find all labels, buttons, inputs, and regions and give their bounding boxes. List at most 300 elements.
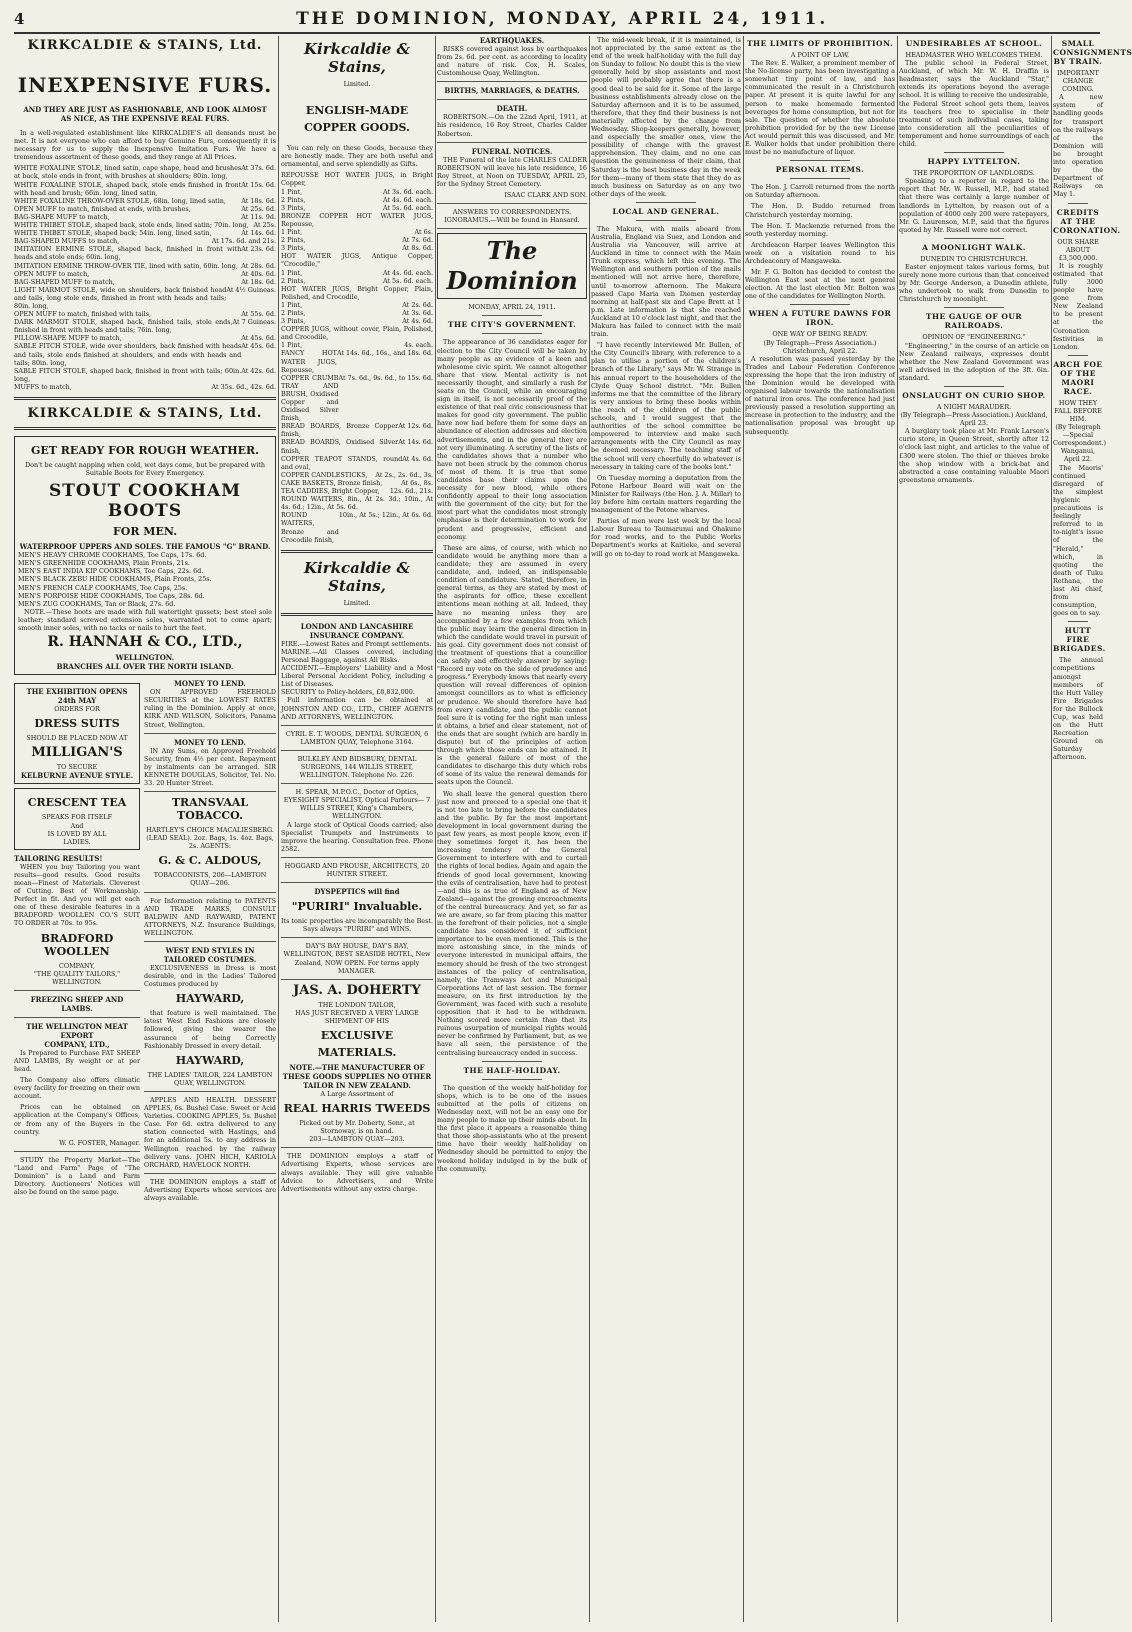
price-list-item (14, 342, 276, 366)
item-description: BAG-SHAPED MUFF to match, (14, 277, 115, 286)
item-price: At 3s. 6d. (402, 308, 433, 317)
item-description: SABLE FITCH STOLE, wide over shoulders, back finished with heads and tails, stole ends finished at shoulders, and ends with heads and tails; 80in. long, (14, 342, 242, 367)
insurance-head: LONDON AND LANCASHIRE INSURANCE COMPANY. (300, 621, 414, 640)
price-list-item (14, 262, 276, 270)
meat-co-sign: W. G. FOSTER, Manager. (59, 1138, 140, 1147)
item-price: At 4s. 6d. each. (382, 268, 433, 277)
bradford-3: "THE QUALITY TAILORS," (33, 969, 121, 978)
item-description: WHITE THIBET STOLE, shaped back; 54in. long, lined satin, (14, 229, 212, 238)
item-price: 12s. 6d., 21s. (389, 487, 433, 496)
price-list-item (14, 164, 276, 180)
price-list-item (14, 221, 276, 229)
price-list-item (14, 286, 276, 310)
maori-byline: (By Telegraph—Special Correspondent.) Wanganui, April 22. (1053, 423, 1107, 464)
column-rule (589, 36, 590, 1622)
boots-for: FOR MEN. (112, 525, 178, 539)
item-price: At 3s. 6d. each. (382, 187, 433, 196)
death-body: ROBERTSON.—On the 22nd April, 1911, at his residence, 16 Roy Street, Charles Calder Robertson. (437, 113, 587, 138)
item-price: At 15s. 6d. (241, 180, 276, 189)
future-body: A resolution was passed yesterday by the Trades and Labour Federation Conference expressing the hope that the iron industry of the Dominion would be developed with organised labour towards the nationalisation of natural iron ores. The conference had just previously passed a resolution supporting an increase in protection to the industry, and the nationalisation proposal was brought up subsequently. (745, 354, 895, 436)
doherty-4: EXCLUSIVE (320, 1028, 394, 1042)
future-head: WHEN A FUTURE DAWNS FOR IRON. (748, 309, 892, 328)
item-price: At 4s. 6d. (402, 317, 433, 326)
price-list-item (281, 341, 433, 349)
item-price: At 6s., 8s. (401, 478, 433, 487)
personal-3: The Hon. T. Mackenzie returned from the south yesterday morning. (745, 221, 895, 238)
price-list-item (14, 278, 276, 286)
column-rule (278, 36, 279, 1622)
copper-heading-2: COPPER GOODS. (304, 121, 410, 135)
col1-right-ads (144, 679, 276, 1205)
funeral-body: THE Funeral of the late CHARLES CALDER ROBERTSON will leave his late residence, 16 Roy Street, at Noon on TUESDAY, APRIL 25, for the Sydney Street Cemetery. (437, 155, 587, 188)
study-ad: STUDY the Property Market—The "Land and Farm" Page of "The Dominion" is a Land and Farm Directory. Auctioneers' Notices will also be found on the same page. (14, 1155, 140, 1197)
item-price: At 40s. 6d. (241, 269, 276, 278)
price-list-item (281, 438, 433, 454)
item-description: OPEN MUFF to match, finished with tails, (14, 310, 152, 319)
price-list-item (281, 301, 433, 309)
item-description: WHITE FOXALINE THROW-OVER STOLE, 68in. long, lined satin, (14, 196, 226, 205)
local-para-3: On Tuesday morning a deputation from the Petone Harbour Board will wait on the Minister for Railways (the Hon. J. A. Millar) to lay before him certain matters regarding the management of the Petone wharves. (591, 473, 741, 515)
price-list-item (281, 171, 433, 187)
column-rule (743, 36, 744, 1622)
boots-note: NOTE.—These boots are made with full watertight gussets; best steel sole leather; standard screwed extension soles, warranted not to come apart; smooth inner soles, with no tacks or nails to hurt the feet. (18, 607, 272, 633)
boots-ad (14, 436, 276, 675)
days-bay-ad: DAY'S BAY HOUSE, DAY'S BAY, WELLINGTON, BEST SEASIDE HOTEL, New Zealand, NOW OPEN. For terms apply MANAGER. (283, 942, 431, 975)
column-5 (745, 36, 895, 1622)
hayward-body: EXCLUSIVENESS in Dress is most desirable, and in the Ladies' Tailored Costumes produced by (144, 964, 276, 989)
doherty-note: NOTE.—THE MANUFACTURER OF THESE GOODS SUPPLIES NO OTHER TAILOR IN NEW ZEALAND. (282, 1062, 432, 1090)
dominion-ad: THE DOMINION employs a staff of Advertising Experts, whose services are always available. They will give valuable Advice to Advertisers, and Write Advertisements without any extra charge. (281, 1152, 433, 1193)
price-list-item (14, 213, 276, 221)
item-price: At 18s. 6d. (241, 277, 276, 286)
moonlight-sub: DUNEDIN TO CHRISTCHURCH. (920, 254, 1028, 263)
exhibition-line-2: 24th MAY (57, 696, 97, 706)
exhibition-line-3: ORDERS FOR (54, 705, 100, 714)
tea-line-3: IS LOVED BY ALL (47, 829, 107, 838)
hayward-name: HAYWARD, (175, 992, 245, 1006)
item-description: LIGHT MARMOT STOLE, wide on shoulders, back finished head and tails, long stole ends, finished in front with heads and tails; 80in. long, (14, 285, 227, 310)
future-sub: ONE WAY OF BEING READY. (772, 330, 868, 339)
price-list-item (14, 383, 276, 391)
page-number: 4 (14, 10, 25, 28)
item-price: At 11s. 9d. (241, 212, 276, 221)
price-list-item (14, 205, 276, 213)
lyttelton-sub: THE PROPORTION OF LANDLORDS. (913, 169, 1035, 178)
exhibition-line-1: THE EXHIBITION OPENS (26, 687, 128, 697)
furs-subheading-2: AS NICE, AS THE EXPENSIVE REAL FURS. (60, 114, 230, 123)
onslaught-byline: (By Telegraph—Press Association.) Auckland, April 23. (900, 411, 1048, 428)
money-1-head: MONEY TO LEND. (174, 679, 246, 689)
onslaught-body: A burglary took place at Mr. Frank Larsen's curio store, in Queen Street, shortly after 12 o'clock last night, and articles to the value of £300 were stolen. The thief or thieves broke the shop window with a brick-bat and abstracted a case containing valuable Maori greenstone ornaments. (899, 427, 1049, 484)
furs-intro: In a well-regulated establishment like KIRKCALDIE'S all demands must be met. It is not everyone who can afford to buy Genuine Furs, consequently it is necessary for us to supply the Inexpensive Imitation Furs. We have a tremendous assortment of these goods, and they range at All Prices. (14, 129, 276, 162)
firm-title-script-2: Kirkcaldie & Stains, (303, 558, 411, 595)
woods-ad: CYRIL E. T. WOODS, DENTAL SURGEON, 6 LAMBTON QUAY, Telephone 3164. (285, 729, 429, 746)
money-2-head: MONEY TO LEND. (174, 737, 246, 747)
limited-label-2: Limited. (343, 598, 371, 607)
item-description: 1 Pint, (281, 268, 303, 277)
boots-list-item: MEN'S PORPOISE HIDE COOKHAMS, Toe Caps, 28s. 6d. (18, 591, 205, 600)
item-price: At 4s. 6d. each. (382, 195, 433, 204)
item-description: BREAD BOARDS, Bronze Copper finish, (281, 422, 399, 439)
coronation-body: It is roughly estimated that fully 3000 people have gone from New Zealand to be present at the Coronation festivities in London. (1053, 261, 1103, 351)
lyttelton-body: Speaking to a reporter in regard to the report that Mr. W. Russell, M.P., had stated that there was certainly a large number of landlords in Lyttelton, by reason out of a population of 4000 only 200 were ratepayers, Mr. G. Laurenson, M.P., said that the figures quoted by Mr. Russell were not correct. (899, 177, 1049, 234)
boots-sub: WATERPROOF UPPERS AND SOLES. THE FAMOUS "G" BRAND. (19, 542, 271, 552)
maori-head: ARCH FOE OF THE MAORI RACE. (1053, 359, 1103, 396)
item-price: At 14s. 6d. (241, 229, 276, 238)
item-description: 1 Pint, (281, 228, 303, 237)
future-byline: (By Telegraph—Press Association.) Christchurch, April 22. (763, 338, 877, 355)
price-list-item (14, 197, 276, 205)
issue-date: MONDAY, APRIL 24, 1911. (468, 303, 556, 312)
doherty-8: Picked out by Mr. Doherty, Senr., at Stornoway, is on hand. (299, 1119, 415, 1136)
boots-list-item: MEN'S ZUG COOKHAMS, Tan or Black, 27s. 6d. (18, 599, 176, 608)
milligan-line-2: TO SECURE (56, 763, 98, 772)
hayward-head: WEST END STYLES IN TAILORED COSTUMES. (163, 946, 257, 964)
item-description: 2 Pints, (281, 276, 306, 285)
railways-head: THE GAUGE OF OUR RAILROADS. (925, 312, 1023, 331)
births-head: BIRTHS, MARRIAGES, & DEATHS. (444, 86, 580, 96)
transvaal: TRANSVAAL TOBACCO. (171, 796, 249, 823)
doherty-3: HAS JUST RECEIVED A VERY LARGE SHIPMENT OF HIS (295, 1008, 419, 1025)
boots-list-item: MEN'S GREENHIDE COOKHAMS, Plain Fronts, 21s. (18, 559, 190, 568)
doherty-9: 203—LAMBTON QUAY—203. (309, 1135, 405, 1144)
meat-co-2: COMPANY, LTD., (44, 1039, 110, 1049)
half-holiday-body: The question of the weekly half-holiday for shops, which is to be one of the issues submitted at the polls of citizens on Wednesday next, will not be an easy one for many people to make up their minds about. In the first place it appears a reasonable thing that those shop-assistants who at the present time have their weekly half-holiday on Wednesday should be permitted to enjoy the weekend holiday indulged in by the bulk of the community. (437, 1083, 587, 1173)
coronation-head: CREDITS AT THE CORONATION. (1053, 207, 1121, 235)
local-para-4: Parties of men were last week by the local Labour Bureau to Taumarunui and Ohakune for road works, and to the Public Works Department's works at Kaitieke, and several will go on to-day to road work at Mangaweka. (591, 517, 741, 558)
earthquakes-head: EARTHQUAKES. (479, 36, 545, 45)
freezing-heading: FREEZING SHEEP AND LAMBS. (30, 994, 124, 1013)
local-para-1: The Makura, with mails aboard from Australia, England via Suez, and London and Australia via Vancouver, will arrive at Auckland in time to connect with the Main Trunk express, which left this evening. The Wellington and southern portion of the mails mentioned will not arrive here, therefore, until to-morrow afternoon. The Makura passed Cape Maria van Diemen yesterday morning at half-past six and Cape Brett at 1 p.m. Late information is that she reached Auckland at 10 o'clock last night, and that the Makura has failed to connect with the mail train. (591, 224, 741, 339)
answers: ANSWERS TO CORRESPONDENTS. IGNORAMUS.—Will be found in Hansard. (444, 208, 580, 225)
item-price: At 7s. 6d., 9s. 6d., to 15s. 6d. (338, 373, 433, 382)
price-list-item (281, 236, 433, 244)
item-price: At 14s. 6d., 16s., and 18s. 6d. (336, 349, 433, 358)
price-list-item (281, 252, 433, 268)
price-list-item (281, 325, 433, 341)
item-price: At 23s. 6d. (241, 245, 276, 254)
item-description: 3 Pints, (281, 203, 306, 212)
personal-1: The Hon. J. Carroll returned from the north on Saturday afternoon. (745, 183, 895, 200)
item-price: At 8s. 6d. (402, 244, 433, 253)
item-price: At 6s. (414, 228, 433, 237)
item-description: BAG-SHAPE MUFF to match, (14, 212, 110, 221)
price-list-item (281, 479, 433, 487)
prohibition-sub: A POINT OF LAW. (790, 51, 850, 59)
meat-co-1: THE WELLINGTON MEAT EXPORT (26, 1021, 128, 1040)
item-description: HOT WATER JUGS, Antique Copper, "Crocodile," (281, 252, 433, 269)
item-price: At 18s. 6d. (241, 196, 276, 205)
item-description: 3 Pints, (281, 244, 306, 253)
col1-left-ads (14, 679, 140, 1205)
price-list-item (281, 269, 433, 277)
hartley: HARTLEY'S CHOICE MACALIESBERG. (LEAD SEAL). 2oz. Bags, 1s. 4oz. Bags, 2s. AGENTS: (146, 826, 274, 851)
item-description: PILLOW-SHAPE MUFF to match, (14, 334, 122, 343)
money-2-body: IN Any Sums, on Approved Freehold Security, from 4½ per cent. Repayment by instalments can be arranged. SIR KENNETH DOUGLAS, Solicitor, Tel. No. 33. 20 Hunter Street. (144, 746, 276, 787)
editorial-para-3: We shall leave the general question there just now and proceed to a special one that it is not too late to bring before the candidates and the public. By far the most important development in local government during the past few years, as most people know, even if they sometimes forget it, has been the increasing tendency of the General Government to interfere with and to curtail the rights of local bodies. Again and again the friends of good local government, knowing the evils of centralisation, have had to protest—and this is as true of England as of New Zealand—against the growing encroachments of the central bureaucracy. And yet, so far as we are aware, so far from placing this matter in the forefront of their policies, not a single candidate has considered it of sufficient importance to be even mentioned. This is the more astonishing since, in the minds of everyone interested in municipal affairs, the memory should be fresh of the two strongest instances of the policy of centralisation, namely, the Tramways Act and Municipal Corporations Act of last session. The former measure, on its first introduction by the Government, was faced with such a resolute opposition that it had to be withdrawn. Nothing scored more certain than that its ruinous usurpation of municipal rights would never be confirmed by Parliament, but, as we have all seen, the persistence of the centralising bureaucracy ended in success. (437, 789, 587, 1057)
prohibition-body: The Rev. E. Walker, a prominent member of the No-license party, has been investigating a somewhat tiny point of law, and has communicated the result in a Christchurch paper. At present it is quite lawful for any person to make homemade fermented beverages for home consumption, but not for sale. The question of whether the absolute prohibition provided for by the new License Act would permit this was discussed, and Mr. E. Walker holds that under prohibition there must be no manufacture of liquor. (745, 59, 895, 157)
hutt-body: The annual competitions amongst members of the Hutt Valley Fire Brigades for the Bullock Cup, was held on the Hutt Recreation Ground on Saturday afternoon. (1053, 656, 1103, 762)
editorial-head: THE CITY'S GOVERNMENT. (447, 320, 577, 330)
item-description: COPPER JUGS, without cover, Plain, Polished, and Crocodile, (281, 325, 433, 342)
copper-heading-1: ENGLISH-MADE (305, 104, 409, 118)
consignments-sub: IMPORTANT CHANGE COMING. (1057, 69, 1099, 94)
insurance-line: ACCIDENT.—Employers' Liability and a Most Liberal Personal Accident Policy, including a List of Diseases. (281, 664, 433, 689)
insurance-line: SECURITY to Policy-holders, £8,832,000. (281, 688, 415, 697)
fur-list (14, 164, 276, 391)
tea-line-1: SPEAKS FOR ITSELF (41, 813, 113, 822)
maori-sub: HOW THEY FALL BEFORE HIM. (1054, 398, 1102, 423)
item-price: At 28s. 6d. (241, 261, 276, 270)
price-list-item (14, 310, 276, 318)
price-list-item (281, 309, 433, 317)
item-description: BRONZE COPPER HOT WATER JUGS, Repousse, (281, 211, 433, 228)
boots-list-item: MEN'S BLACK ZEBU HIDE COOKHAMS, Plain Fronts, 25s. (18, 575, 212, 584)
price-list-item (281, 422, 433, 438)
money-1-body: ON APPROVED FREEHOLD SECURITIES at the LOWEST RATES ruling in the Dominion. Apply at once, KIRK AND WILSON, Solicitors, Panama Street, Wellington. (144, 688, 276, 729)
apples-ad: APPLES AND HEALTH. DESSERT APPLES, 6s. Bushel Case. Sweet or Acid Varieties. COOKING APPLES, 5s. Bushel Case. For 6d. extra delivered to any station connected with Hastings, and for an additional 5s. to any address in Wellington reached by the railway delivery vans. JOHN HICH, KARIOLA ORCHARD, HAVELOCK NORTH. (144, 1095, 276, 1169)
lyttelton-head: HAPPY LYTTELTON. (927, 157, 1021, 167)
price-list-item (14, 181, 276, 197)
insurance-list (281, 640, 433, 697)
tea-line-2: And (70, 821, 84, 830)
hayward-2: that feature is well maintained. The latest West End Fashions are closely followed, giving the wearer the assurance of being Correctly Fashionably Dressed in every detail. (144, 1009, 276, 1050)
item-price: 4s. each. (404, 341, 433, 350)
item-price: At 7 Guineas. (232, 318, 276, 327)
furs-heading: INEXPENSIVE FURS. (17, 73, 273, 97)
price-list-item (14, 237, 276, 245)
puriri-body: Its tonic properties are incomparably the Best. (281, 917, 433, 926)
patents: For Information relating to PATENTS AND TRADE MARKS, CONSULT BALDWIN AND RAYWARD, PATENT ATTORNEYS, N.Z. Insurance Buildings, WELLINGTON. (144, 896, 276, 937)
price-list-item (281, 455, 433, 471)
price-list-item (281, 212, 433, 228)
firm-title: KIRKCALDIE & STAINS, Ltd. (27, 38, 263, 53)
item-description: COPPER TEAPOT STANDS, round and oval, (281, 454, 403, 471)
aldous-2: TOBACCONISTS, 206—LAMBTON QUAY—206. (153, 871, 267, 888)
aldous: G. & C. ALDOUS, (158, 854, 262, 868)
item-description: 3 Pints, (281, 317, 306, 326)
price-list-item (281, 495, 433, 511)
item-price: At 4s. 6d. (402, 454, 433, 463)
masthead (14, 6, 1100, 34)
personal-head: PERSONAL ITEMS. (775, 165, 865, 175)
firm-title-script: Kirkcaldie & Stains, (303, 40, 411, 76)
item-price: At 55s. 6d. (241, 310, 276, 319)
coronation-sub: OUR SHARE ABOUT £3,500,000. (1057, 237, 1099, 262)
column-rule (1051, 36, 1052, 1622)
insurance-footer: Full information can be obtained at JOHNSTON AND CO., LTD., CHIEF AGENTS AND ATTORNEYS, WELLINGTON. (281, 696, 433, 721)
price-list-item (281, 487, 433, 495)
insurance-line: FIRE.—Lowest Rates and Prompt settlements. (281, 639, 432, 648)
local-head: LOCAL AND GENERAL. (612, 206, 720, 216)
death-head: DEATH. (496, 104, 528, 114)
item-description: 1 Pint, (281, 341, 303, 350)
price-list-item (14, 334, 276, 342)
maori-body: The Maoris' continued disregard of the simplest hygienic precautions is feelingly referred to in to-night's issue of the "Herald," which, in quoting the death of Tuku Rethana, the last Ati chief, from consumption, goes on to say. (1053, 463, 1103, 618)
hoggard-ad: HOGGARD AND PROUSE, ARCHITECTS, 20 HUNTER STREET. (284, 861, 430, 879)
price-list-item (14, 229, 276, 237)
meat-co-5: Prices can be obtained on application at the Company's Offices, or from any of the Buyers in the country. (14, 1103, 140, 1136)
bradford-2: COMPANY, (58, 961, 96, 970)
boots-heading: GET READY FOR ROUGH WEATHER. (31, 444, 259, 457)
newspaper-flag: The Dominion (437, 233, 587, 299)
meat-co-3: Is Prepared to Purchase FAT SHEEP AND LAMBS, By weight or at per head. (14, 1048, 140, 1073)
item-price: At 5s. 6d. each. (382, 276, 433, 285)
item-description: OPEN MUFF to match, finished at ends, with brushes, (14, 204, 191, 213)
item-price: At 25s. 6d. (241, 204, 276, 213)
funeral-sign: ISAAC CLARK AND SON. (504, 191, 587, 200)
limited-label: Limited. (343, 80, 371, 88)
boots-list (18, 551, 272, 608)
dominion-ad-2: THE DOMINION employs a staff of Advertising Experts whose services are always available. (144, 1177, 276, 1202)
firm-title-2: KIRKCALDIE & STAINS, Ltd. (27, 406, 263, 421)
price-list-item (281, 196, 433, 204)
price-list-item (281, 277, 433, 285)
item-description: 2 Pints, (281, 236, 306, 245)
price-list-item (281, 471, 433, 479)
moonlight-head: A MOONLIGHT WALK. (922, 242, 1026, 252)
price-list-item (14, 245, 276, 261)
spear-ad: H. SPEAR, M.P.O.C., Doctor of Optics, EYESIGHT SPECIALIST, Optical Parlours— 7 WILLIS STREET, King's Chambers, WELLINGTON. (283, 788, 431, 821)
item-price: At 5s. 6d. each. (382, 203, 433, 212)
onslaught-head: ONSLAUGHT ON CURIO SHOP. (902, 391, 1046, 400)
price-list-item (14, 367, 276, 383)
half-holiday-head: THE HALF-HOLIDAY. (463, 1065, 561, 1075)
price-list-item (281, 244, 433, 252)
copper-list (281, 171, 433, 543)
bradford-1: BRADFORD WOOLLEN (40, 931, 114, 958)
item-description: IMITATION ERMINE STOLE, shaped back, finished in front with heads and stole ends; 60in. long, (14, 245, 242, 262)
puriri-name: "PURIRI" Invaluable. (291, 900, 423, 914)
personal-2: The Hon. D. Buddo returned from Christchurch yesterday morning. (745, 202, 895, 219)
meat-co-4: The Company also offers climatic every facility for freezing on their own account. (14, 1076, 140, 1101)
item-price: At 42s. 6d. (241, 366, 276, 375)
item-description: IMITATION ERMINE THROW-OVER TIE, lined with satin, 60in. long, (14, 261, 238, 270)
consignments-body: A new system of handling goods for transport on the railways of the Dominion will be brought into operation by the Department of Railways on May 1. (1053, 93, 1103, 199)
price-list-item (281, 374, 433, 423)
tailoring-head: TAILORING RESULTS! (14, 853, 103, 863)
item-description: 2 Pints, (281, 195, 306, 204)
item-description: WHITE FOXALINE STOLE, shaped back, stole ends finished in front with head and brush; 66in. long, lined satin, (14, 180, 242, 197)
boots-list-item: MEN'S HEAVY CHROME COOKHAMS, Toe Caps, 17s. 6d. (18, 551, 207, 560)
railways-sub: OPINION OF "ENGINEERING." (922, 333, 1026, 342)
item-description: CAKE BASKETS, Bronze finish, (281, 478, 383, 487)
bulkley-ad: BULKLEY AND BIDSBURY, DENTAL SURGEONS, 144 WILLIS STREET, WELLINGTON. Telephone No. 226. (297, 754, 417, 780)
price-list-item (281, 349, 433, 373)
column-7 (1053, 36, 1132, 1622)
editorial-para-1: The appearance of 36 candidates eager for election to the City Council will be taken by many people as an evidence of a keen and wholesome civic spirit. We cannot altogether share that view. Mental activity is not necessarily thought, and similarly a rush for seats on the Council, while an encouraging sign in itself, is not necessarily proof of the existence of that real civic consciousness that makes for good city government. The public have now had before them for some days an abundance of election addresses and election advertisements, and in the general they are not very illuminating. A scrutiny of the lists of the candidates shows that a number who have not been struck by the common chorus of most of them. It is true that some candidates base their claims upon the necessity for new blood, while others confidently appeal to their long association with the government of the city; but for the most part what the candidates most strongly emphasise is their determination to work for prudent and progressive, efficient and economy. (437, 338, 587, 541)
doherty-5: MATERIALS. (317, 1045, 397, 1059)
undesirables-sub: HEADMASTER WHO WELCOMES THEM. (905, 51, 1043, 59)
boots-title: STOUT COOKHAM BOOTS (48, 481, 242, 522)
doherty-6: A Large Assortment of (320, 1089, 394, 1098)
price-list-item (14, 270, 276, 278)
item-description: 2 Pints, (281, 308, 306, 317)
onslaught-sub: A NIGHT MARAUDER. (936, 403, 1012, 411)
item-description: BREAD BOARDS, Oxidised Silver finish, (281, 438, 399, 455)
price-list-item (281, 188, 433, 196)
personal-5: Mr. F. G. Bolton has decided to contest the Wellington East seat at the next general election. At the last election Mr. Bolton was one of the candidates for Wellington North. (745, 268, 895, 301)
undesirables-head: UNDESIRABLES AT SCHOOL. (905, 39, 1043, 48)
hannah-branches: BRANCHES ALL OVER THE NORTH ISLAND. (56, 662, 234, 672)
consignments-head: SMALL CONSIGNMENTS BY TRAIN. (1053, 39, 1132, 66)
price-list-item (281, 317, 433, 325)
boots-list-item: MEN'S EAST INDIA KIP COOKHAMS, Toe Caps, 22s. 6d. (18, 567, 204, 576)
item-price: At 45s. 6d. (241, 342, 276, 351)
item-description: FANCY HOT WATER JUGS, Repousse, (281, 349, 337, 374)
item-description: ROUND WAITERS, Bronze and Crocodile finish, (281, 511, 339, 544)
doherty-name: JAS. A. DOHERTY (293, 982, 421, 998)
personal-4: Archdeacon Harper leaves Wellington this week on a visitation round to his Archdeaconry of Mangaweka. (745, 240, 895, 265)
column-rule (897, 36, 898, 1622)
boots-list-item: MEN'S FRENCH CALF COOKHAMS, Toe Caps, 25s. (18, 583, 188, 592)
tailoring-body: WHEN you buy Tailoring you want results—good results. Good results mean—Finest of Materials. Cleverest of Cutting. Best of Workmanship. Perfect in fit. And you will get each one of these desirable features in a BRADFORD WOOLLEN CO.'S SUIT TO ORDER at 70s. to 95s. (14, 862, 140, 928)
furs-subheading: AND THEY ARE JUST AS FASHIONABLE, AND LOOK ALMOST (23, 105, 267, 114)
item-description: WHITE FOXALINE STOLE, lined satin, cape shape, head and brushes at back, stole ends in front, with brushes at shoulders; 80in. long, (14, 164, 242, 181)
item-price: At 7s. 6d. (402, 236, 433, 245)
price-list-item (281, 285, 433, 301)
dyspeptics-head: DYSPEPTICS will find (314, 887, 400, 897)
railways-body: "Engineering," in the course of an article on New Zealand railways, expresses doubt whether the New Zealand Government was well advised in the adoption of the 3ft. 6in. standard. (899, 341, 1049, 382)
puriri-footer: Says always "PURIRI" and WINS. (302, 925, 412, 934)
item-description: SABLE FITCH STOLE, shaped back, finished in front with tails; 60in. long, (14, 366, 242, 383)
editorial-para-2: These are aims, of course, with which no candidate would be anything more than a candidate; they are assumed in every candidate, and, indeed, an indispensable condition of candidature. Stated, therefore, in general terms, as they are stated by most of the aspirants for office, these excellent intentions mean nothing at all. Indeed, they have no meaning unless they are accompanied by a few examples from which the public may learn the general direction in which the candidate would travel in pursuit of his goal. City government does not consist of the treatment of questions that a councillor can safely and effectively answer by saying: "Record my vote on the side of prudence and progress." Everybody knows that nearly every question will reveal differences of opinion amongst councillors as to what is efficiency or prudence. We should therefore have had from every candidate, and the public cannot feel sure it is voting for the right man unless it obtains, a brief and clear statement, not of the ends that are sought (which are hardly in dispute) but of the principles of action through which those ends can be attained. It is the general failure of most of the candidates to discharge this duty which robs of some of its value the renewal demands for seats upon the Council. (437, 543, 587, 787)
hannah-name: R. HANNAH & CO., LTD., (47, 634, 243, 651)
item-description: WHITE THIBET STOLE, shaped back, stole ends, lined satin; 70in. long, (14, 221, 249, 230)
column-1 (14, 36, 276, 1622)
item-description: OPEN MUFF to match, (14, 269, 90, 278)
prohibition-head: THE LIMITS OF PROHIBITION. (746, 39, 894, 48)
moonlight-body: Easter enjoyment takes various forms, but surely none more curious than that conceived by Mr. George Anderson, a Dunedin athlete, who undertook to walk from Dunedin to Christchurch by moonlight. (899, 262, 1049, 304)
item-price: At 45s. 6d. (241, 334, 276, 343)
item-description: DARK MARMOT STOLE, shaped back, finished tails, stole ends, finished in front with heads and tails; 76in. long, (14, 318, 233, 335)
item-price: At 17s. 6d. and 21s. (211, 237, 276, 246)
item-price: At 25s. (253, 221, 276, 230)
column-6 (899, 36, 1049, 1622)
earthquakes-body: RISKS covered against loss by earthquakes from 2s. 6d. per cent. as according to locality and nature of risk. Cox, H. Scales, Customhouse Quay, Wellington. (437, 45, 587, 78)
insurance-line: MARINE.—All Classes covered, including Personal Baggage, against All Risks. (281, 647, 433, 664)
item-description: BAG-SHAPED MUFFS to match, (14, 237, 120, 246)
item-price: At 37s. 6d. (241, 164, 276, 173)
hayward-4: THE LADIES' TAILOR, 224 LAMBTON QUAY, WELLINGTON. (147, 1070, 273, 1087)
item-price: At 14s. 6d. (398, 438, 433, 447)
item-description: 1 Pint, (281, 187, 303, 196)
milligan-name: MILLIGAN'S (31, 745, 123, 761)
item-description: MUFFS to match, (14, 382, 72, 391)
spear-body: A large stock of Optical Goods carried; also Specialist Trumpets and Instruments to improve the hearing. Consultation free. Phone 2582. (281, 820, 433, 853)
item-description: HOT WATER JUGS, Bright Copper, Plain, Polished, and Crocodile, (281, 284, 433, 301)
hannah-town: WELLINGTON. (115, 653, 175, 663)
price-list-item (14, 318, 276, 334)
local-para-2: "I have recently interviewed Mr. Bullen, of the City Council's library, with reference to a plan to utilise a portion of the children's branch of the Library," says Mr. W. Strange in his annual report to the householders of the Clyde Quay School district. "Mr. Bullen informs me that the committee of the library is very anxious to bring these books within the reach of the children of the public schools, and I would suggest that the authorities of the school committee be empowered to interview and make such arrangements with the City Council as may be deemed necessary. The teaching staff of the school will very cheerfully do whatever is necessary in taking care of the books lent." (591, 341, 741, 471)
exhibition-line-5: SHOULD BE PLACED NOW AT (26, 734, 128, 743)
bradford-4: WELLINGTON. (52, 977, 102, 986)
item-price: At 35s. 6d., 42s. 6d. (211, 382, 276, 391)
undesirables-body: The public school in Federal Street, Auckland, of which Mr. W. H. Draffin is headmaster, says the Auckland "Star," extends its operations beyond the average school. It is willing to receive the undesirable, the Federal Street school gets them, leaves its teachers free to specialise in their treatment of such individual cases, taking into consideration all the peculiarities of temperament and home surroundings of each child. (899, 59, 1049, 149)
price-list-item (281, 204, 433, 212)
item-price: At 4½ Guineas. (226, 285, 276, 294)
tea-name: CRESCENT TEA (27, 796, 127, 810)
col4-body-top: The mid-week break, if it is maintained, is not appreciated by the same extent as the end of the week half-holiday with the full day on Sunday to follow. No doubt this is the view generally held by shop assistants and most people will probably agree that there is a good deal to be said for it. Some of the large business establishments already close on the Saturday afternoon and it is to be assumed, therefore, that they find their business is not materially affected by the change from Wednesday. Shop-keepers generally, however, and especially the smaller ones, view the possibility of change with the gravest apprehension. They claim, and no one can question the genuineness of their claim, that Saturday is the best business day in the week for them—many of them state that they do as much business on Saturday as on any two other days of the week. (591, 36, 741, 198)
price-list-item (281, 228, 433, 236)
column-4 (591, 36, 741, 1622)
exhibition-line-4: DRESS SUITS (34, 717, 120, 731)
column-3 (437, 36, 587, 1622)
item-price: At 2s. 6d. (402, 300, 433, 309)
milligan-line-3: KELBURNE AVENUE STYLE. (20, 771, 134, 781)
copper-intro: You can rely on these Goods, because they are honestly made. They are both useful and ornamental, and serve splendidly as Gifts. (281, 144, 433, 169)
boots-intro: Don't be caught napping when cold, wet days come, but be prepared with Suitable Boots for Every Emergency. (25, 461, 265, 478)
